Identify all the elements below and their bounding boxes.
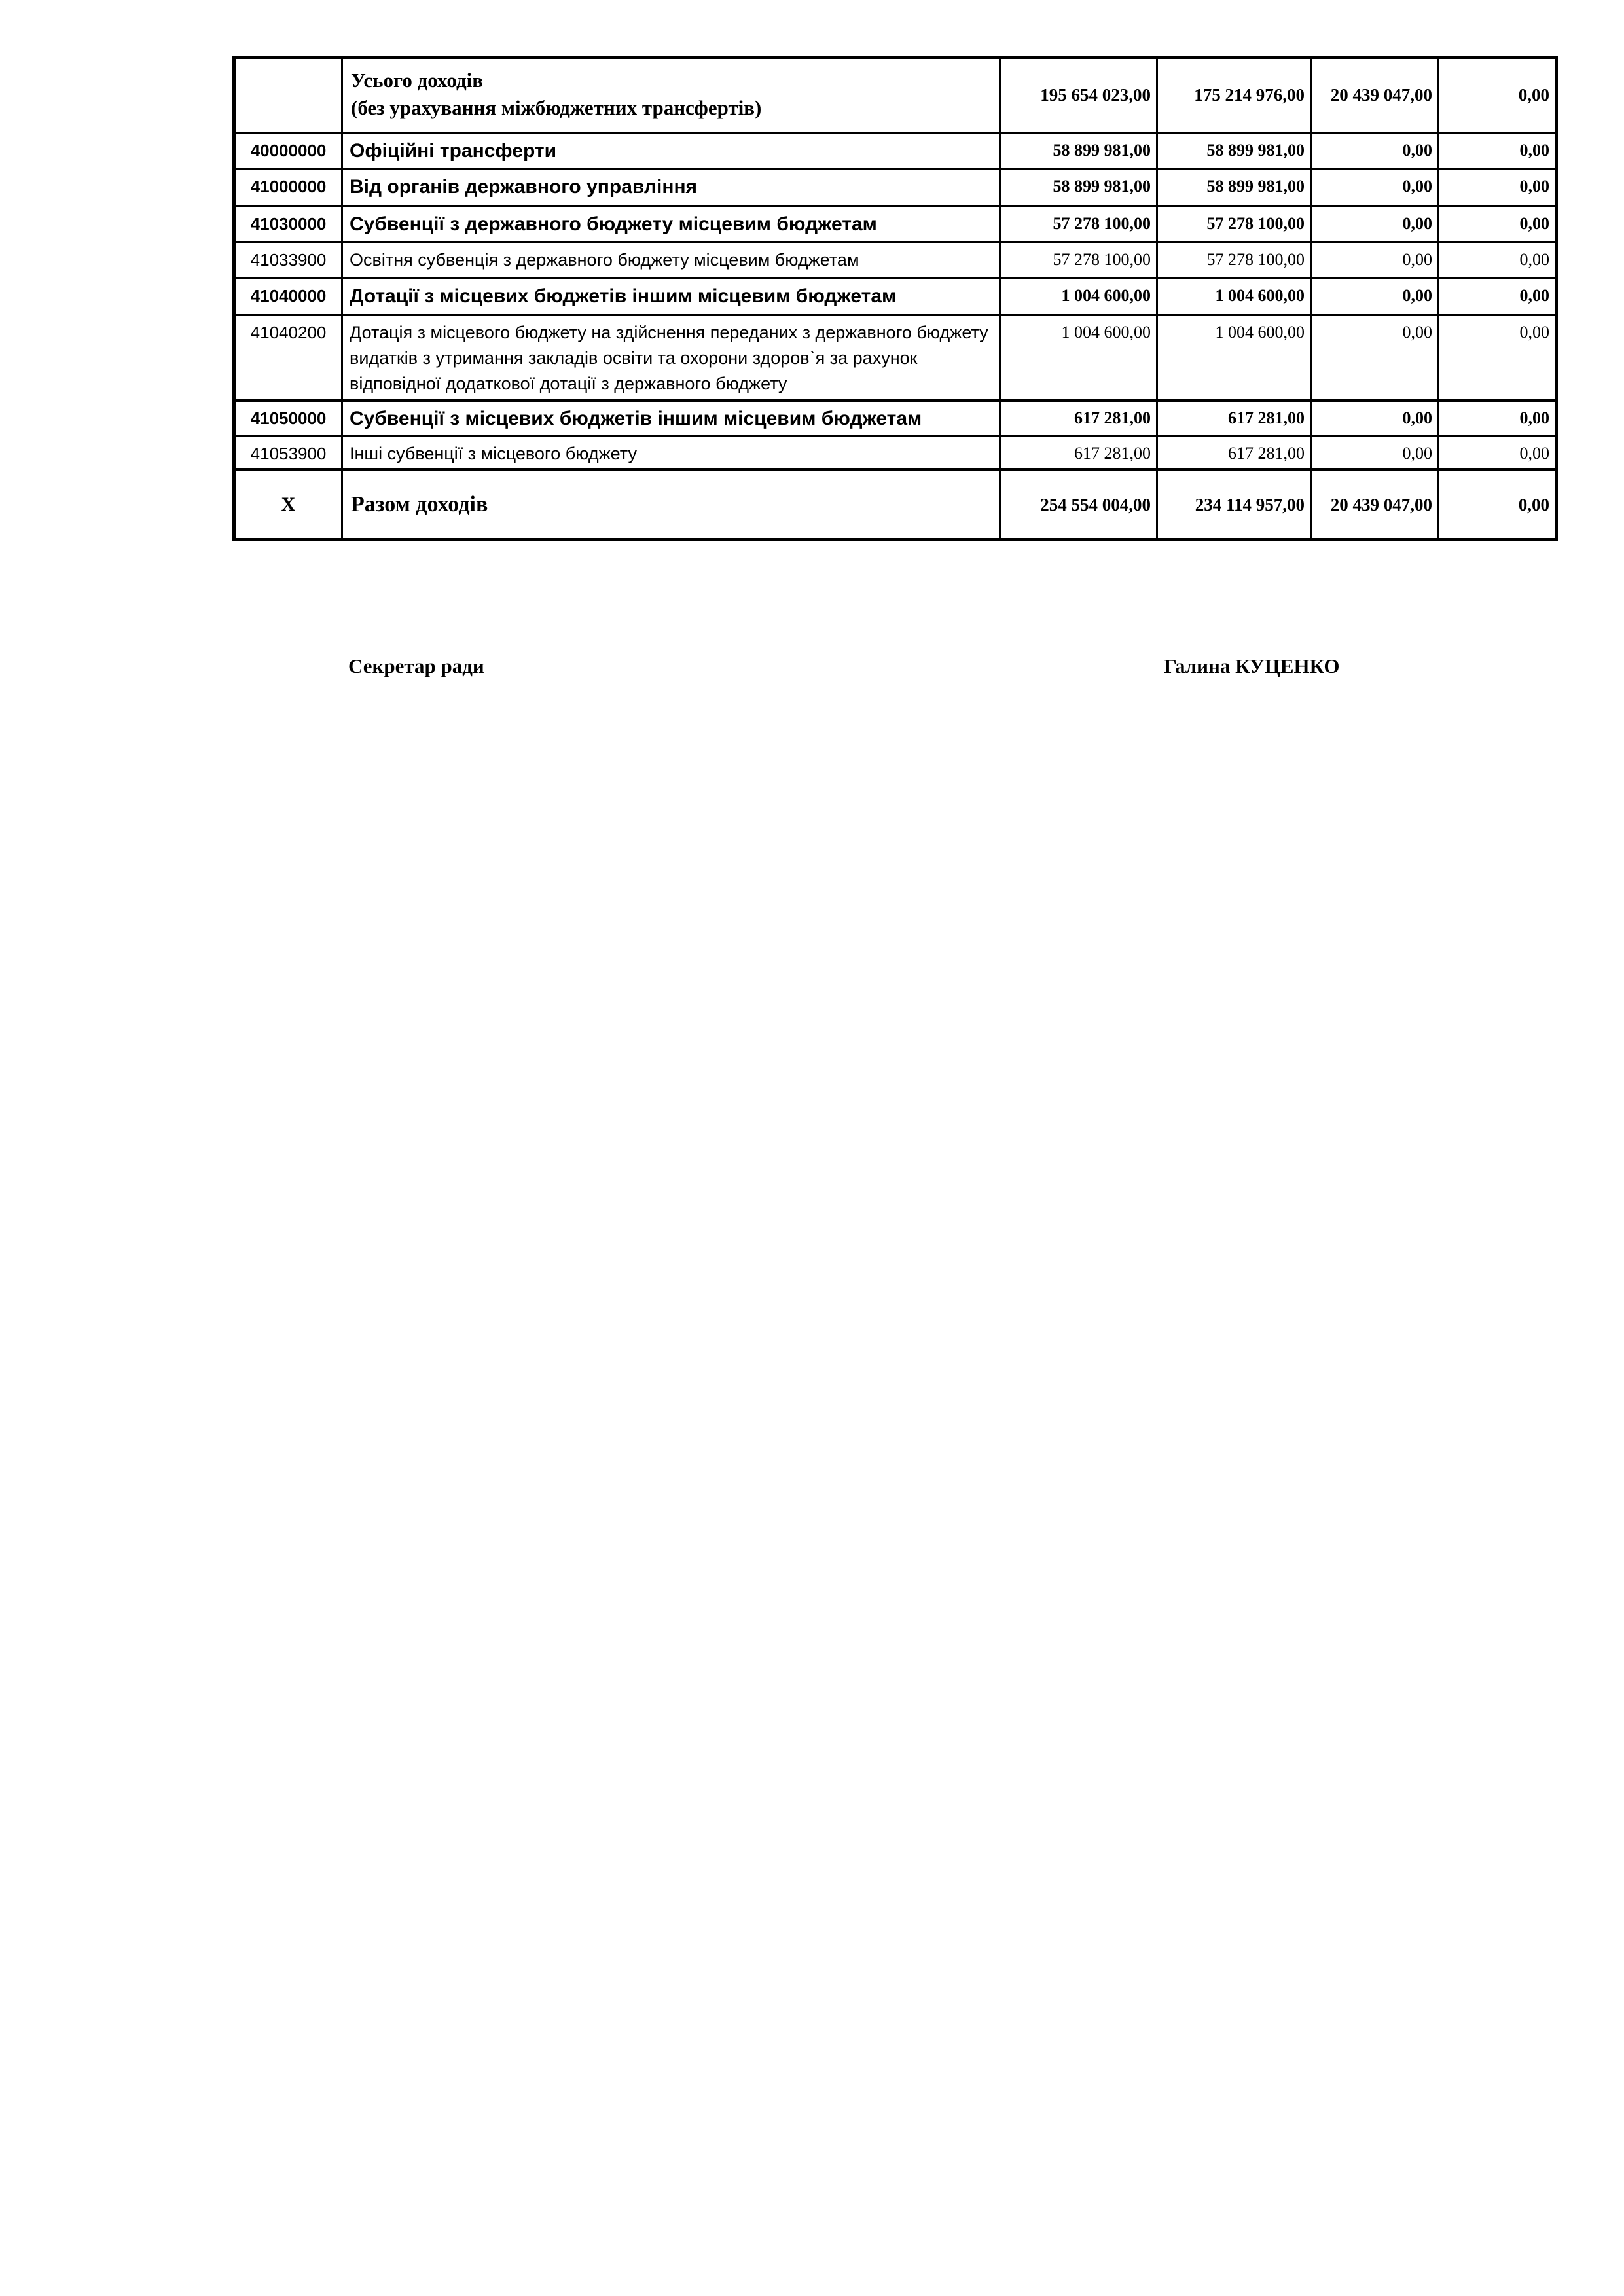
value-cell: 58 899 981,00 [1000,133,1157,169]
table-row-grand-total [234,470,1557,540]
code-cell: X [234,470,342,540]
name-cell: Інші субвенції з місцевого бюджету [342,436,1000,471]
value-cell: 234 114 957,00 [1157,470,1311,540]
value-cell: 0,00 [1439,401,1557,437]
code-cell [234,58,342,133]
value-cell: 58 899 981,00 [1157,133,1311,169]
code-cell: 41040200 [234,315,342,401]
value-cell: 1 004 600,00 [1000,315,1157,401]
table-row [234,169,1557,206]
code-cell: 41053900 [234,436,342,471]
header-title-line2: (без урахування міжбюджетних трансфертів) [351,96,762,119]
value-cell: 0,00 [1439,133,1557,169]
name-cell: Від органів державного управління [342,169,1000,206]
value-cell: 175 214 976,00 [1157,58,1311,133]
name-cell: Дотація з місцевого бюджету на здійснення переданих з державного бюджету видатків з утримання закладів освіти та охорони здоров`я за рахунок відповідної додаткової дотації з державного бюджету [342,315,1000,401]
value-cell: 0,00 [1311,206,1439,242]
value-cell: 0,00 [1439,242,1557,278]
value-cell: 57 278 100,00 [1157,206,1311,242]
name-cell: Офіційні трансферти [342,133,1000,169]
value-cell: 0,00 [1311,315,1439,401]
value-cell: 1 004 600,00 [1157,278,1311,315]
value-cell: 57 278 100,00 [1000,242,1157,278]
value-cell: 617 281,00 [1157,401,1311,437]
code-cell: 41000000 [234,169,342,206]
value-cell: 0,00 [1439,206,1557,242]
value-cell: 58 899 981,00 [1157,169,1311,206]
budget-revenue-table [232,56,1558,473]
value-cell: 254 554 004,00 [1000,470,1157,540]
name-cell [342,58,1000,133]
value-cell: 617 281,00 [1000,401,1157,437]
value-cell: 0,00 [1439,436,1557,471]
signature-name: Галина КУЦЕНКО [1164,655,1340,677]
table-row [234,315,1557,401]
value-cell: 1 004 600,00 [1157,315,1311,401]
value-cell: 195 654 023,00 [1000,58,1157,133]
value-cell: 0,00 [1311,169,1439,206]
table-row [234,133,1557,169]
value-cell: 0,00 [1439,315,1557,401]
table-row [234,206,1557,242]
name-cell: Субвенції з місцевих бюджетів іншим місцевим бюджетам [342,401,1000,437]
code-cell: 41030000 [234,206,342,242]
value-cell: 0,00 [1311,242,1439,278]
table-row [234,242,1557,278]
value-cell: 0,00 [1439,58,1557,133]
code-cell: 41033900 [234,242,342,278]
value-cell: 617 281,00 [1000,436,1157,471]
value-cell: 20 439 047,00 [1311,470,1439,540]
table-row [234,401,1557,437]
name-cell: Освітня субвенція з державного бюджету місцевим бюджетам [342,242,1000,278]
code-cell: 40000000 [234,133,342,169]
value-cell: 20 439 047,00 [1311,58,1439,133]
table-row-total-revenues-header [234,58,1557,133]
value-cell: 617 281,00 [1157,436,1311,471]
name-cell: Дотації з місцевих бюджетів іншим місцевим бюджетам [342,278,1000,315]
value-cell: 57 278 100,00 [1157,242,1311,278]
value-cell: 0,00 [1311,278,1439,315]
signature-role: Секретар ради [348,655,484,677]
value-cell: 0,00 [1311,436,1439,471]
header-title-line1: Усього доходів [351,69,483,92]
budget-totals-table [232,468,1558,541]
code-cell: 41050000 [234,401,342,437]
value-cell: 1 004 600,00 [1000,278,1157,315]
value-cell: 0,00 [1439,169,1557,206]
table-row [234,278,1557,315]
name-cell: Субвенції з державного бюджету місцевим бюджетам [342,206,1000,242]
value-cell: 57 278 100,00 [1000,206,1157,242]
value-cell: 0,00 [1439,470,1557,540]
value-cell: 0,00 [1311,401,1439,437]
table-row [234,436,1557,471]
name-cell: Разом доходів [342,470,1000,540]
value-cell: 0,00 [1311,133,1439,169]
value-cell: 0,00 [1439,278,1557,315]
value-cell: 58 899 981,00 [1000,169,1157,206]
code-cell: 41040000 [234,278,342,315]
